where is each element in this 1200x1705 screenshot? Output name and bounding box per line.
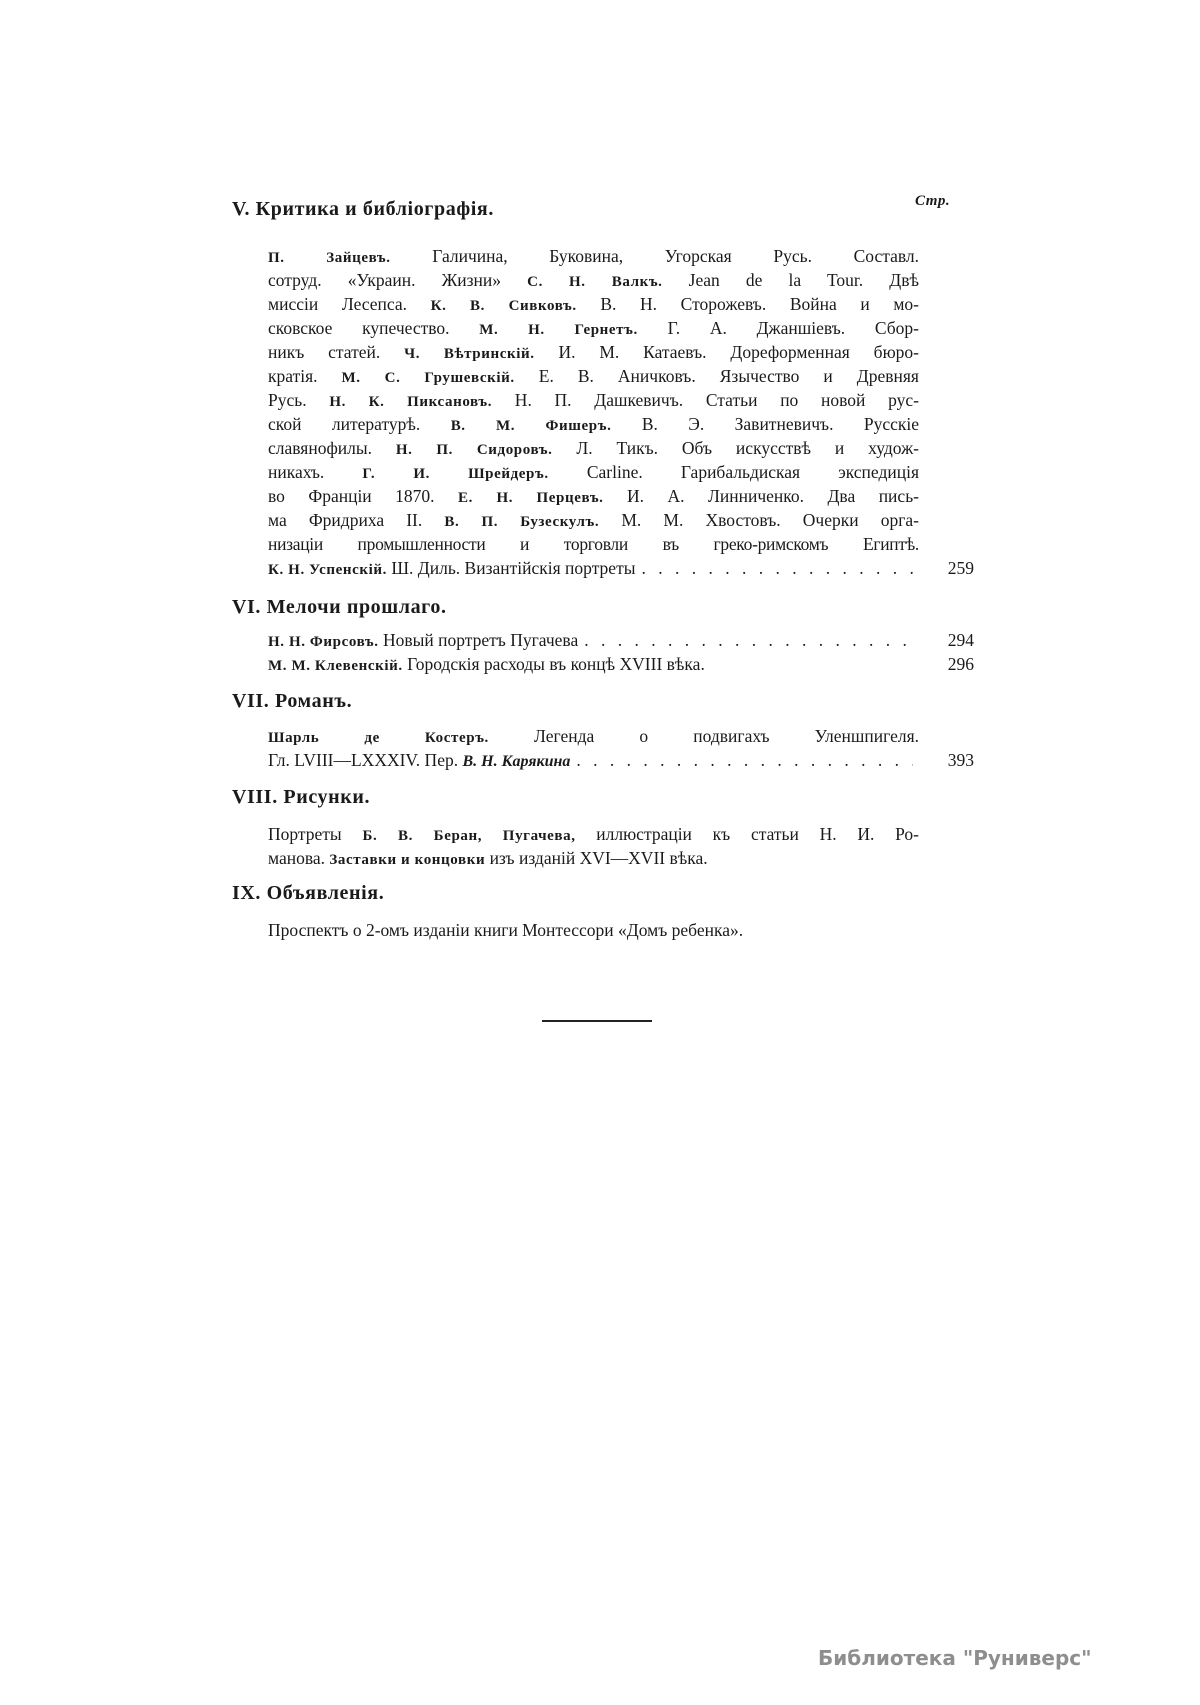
section-v-line bbox=[268, 460, 919, 484]
author-name: С. Н. Валкъ. bbox=[527, 274, 663, 290]
section-v-line bbox=[268, 268, 919, 292]
library-watermark: Библиотека "Руниверс" bbox=[818, 1646, 1092, 1670]
entry-text: В. Н. Сторожевъ. Война и мо- bbox=[576, 294, 919, 314]
entry-text: сотруд. «Украин. Жизни» bbox=[268, 270, 528, 290]
section-v-line bbox=[268, 532, 919, 556]
author-name: Н. П. Сидоровъ. bbox=[395, 442, 553, 458]
section-vii-line-2 bbox=[268, 748, 919, 772]
entry-text: Гл. LVIII—LXXXIV. Пер. bbox=[268, 750, 463, 770]
entry-text: Е. В. Аничковъ. Язычество и Древняя bbox=[514, 366, 919, 386]
entry-text: миссіи Лесепса. bbox=[268, 294, 431, 314]
section-v-last-line bbox=[268, 556, 919, 580]
entry-text: кратія. bbox=[268, 366, 342, 386]
section-v-body bbox=[268, 244, 919, 580]
dot-leader bbox=[576, 748, 913, 772]
translator-name: В. Н. Карякина bbox=[462, 753, 571, 770]
entry-text: Городскія расходы въ концѣ XVIII вѣка. bbox=[402, 654, 705, 674]
section-v-line bbox=[268, 340, 919, 364]
entry-text: М. М. Хвостовъ. Очерки орга- bbox=[599, 510, 920, 530]
page-column-label: Стр. bbox=[915, 193, 951, 209]
section-v-page: 259 bbox=[947, 558, 974, 578]
author-name: М. С. Грушевскій. bbox=[341, 370, 515, 386]
author-name: К. Н. Успенскій. bbox=[268, 562, 387, 578]
section-vii-line-1 bbox=[268, 724, 919, 748]
entry-text: В. Э. Завитневичъ. Русскіе bbox=[611, 414, 920, 434]
section-vi-page-1: 294 bbox=[947, 630, 974, 650]
entry-text: И. А. Линниченко. Два пись- bbox=[603, 486, 920, 506]
section-vi-page-2: 296 bbox=[947, 654, 974, 674]
section-v-line bbox=[268, 388, 919, 412]
author-name: Н. К. Пиксановъ. bbox=[329, 394, 493, 410]
dot-leader bbox=[584, 628, 913, 652]
entry-text: манова. bbox=[268, 848, 330, 868]
entry-text: Легенда о подвигахъ Уленшпигеля. bbox=[488, 726, 919, 746]
section-v-lines bbox=[268, 244, 919, 556]
entry-text: Галичина, Буковина, Угорская Русь. Составл. bbox=[390, 246, 919, 266]
entry-text: ма Фридриха II. bbox=[268, 510, 445, 530]
author-name: Б. В. Беран, Пугачева, bbox=[362, 828, 576, 844]
section-ix-line: Проспектъ о 2-омъ изданіи книги Монтессори «Домъ ребенка». bbox=[268, 920, 744, 940]
section-v-line bbox=[268, 484, 919, 508]
dot-leader bbox=[641, 556, 913, 580]
section-ix-body bbox=[268, 918, 919, 942]
author-name: П. Зайцевъ. bbox=[268, 250, 391, 266]
entry-text: никъ статей. bbox=[268, 342, 405, 362]
entry-text: Carline. Гарибальдиская экспедиція bbox=[548, 462, 920, 482]
section-vii-body bbox=[268, 724, 919, 772]
section-vi-entry-2 bbox=[268, 652, 919, 676]
author-name: Е. Н. Перцевъ. bbox=[458, 490, 604, 506]
author-name: В. М. Фишеръ. bbox=[450, 418, 612, 434]
section-v-line bbox=[268, 436, 919, 460]
section-title-vii: VII. Романъ. bbox=[232, 690, 353, 712]
author-name: М. М. Клевенскій. bbox=[268, 658, 403, 674]
author-name: К. В. Сивковъ. bbox=[430, 298, 577, 314]
author-name: М. Н. Гернетъ. bbox=[479, 322, 638, 338]
entry-text: славянофилы. bbox=[268, 438, 396, 458]
entry-text: Русь. bbox=[268, 390, 330, 410]
entry-text: Л. Тикъ. Объ искусствѣ и худож- bbox=[552, 438, 919, 458]
entry-text: сковское купечество. bbox=[268, 318, 480, 338]
entry-text: иллюстраціи къ статьи Н. И. Ро- bbox=[575, 824, 919, 844]
section-v-line bbox=[268, 316, 919, 340]
closing-rule bbox=[542, 1020, 652, 1022]
author-name: В. П. Бузескулъ. bbox=[444, 514, 600, 530]
entry-text: Ш. Диль. Византійскія портреты bbox=[387, 558, 636, 578]
entry-text: изъ изданій XVI—XVII вѣка. bbox=[485, 848, 708, 868]
entry-text: Jean de la Tour. Двѣ bbox=[662, 270, 919, 290]
entry-text: Портреты bbox=[268, 824, 363, 844]
section-vi-body bbox=[268, 628, 919, 676]
entry-text: никахъ. bbox=[268, 462, 363, 482]
section-title-v: V. Критика и библіографія. bbox=[232, 198, 494, 220]
section-viii-line bbox=[268, 822, 919, 846]
section-vii-page: 393 bbox=[947, 750, 974, 770]
section-v-line bbox=[268, 244, 919, 268]
section-v-line bbox=[268, 508, 919, 532]
section-vi-entry-1 bbox=[268, 628, 919, 652]
entry-text: Н. П. Дашкевичъ. Статьи по новой рус- bbox=[492, 390, 919, 410]
author-name: Г. И. Шрейдеръ. bbox=[362, 466, 549, 482]
section-v-line bbox=[268, 412, 919, 436]
entry-text: во Франціи 1870. bbox=[268, 486, 459, 506]
section-title-ix: IX. Объявленія. bbox=[232, 882, 385, 904]
entry-text: низаціи промышленности и торговли въ греко-римскомъ Египтѣ. bbox=[268, 534, 919, 554]
entry-text: ской литературѣ. bbox=[268, 414, 451, 434]
section-v-line bbox=[268, 292, 919, 316]
author-name: Ч. Вѣтринскій. bbox=[404, 346, 535, 362]
section-v-line bbox=[268, 364, 919, 388]
section-title-vi: VI. Мелочи прошлаго. bbox=[232, 596, 447, 618]
author-name: Н. Н. Фирсовъ. bbox=[268, 634, 379, 650]
section-viii-body bbox=[268, 822, 919, 870]
section-viii-line bbox=[268, 846, 919, 870]
author-name: Заставки и концовки bbox=[329, 852, 486, 868]
entry-text: Новый портретъ Пугачева bbox=[378, 630, 579, 650]
section-viii-lines bbox=[268, 822, 919, 870]
entry-text: Г. А. Джаншіевъ. Сбор- bbox=[637, 318, 920, 338]
section-title-viii: VIII. Рисунки. bbox=[232, 786, 371, 808]
entry-text: И. М. Катаевъ. Дореформенная бюро- bbox=[534, 342, 919, 362]
author-name: Шарль де Костеръ. bbox=[268, 730, 489, 746]
